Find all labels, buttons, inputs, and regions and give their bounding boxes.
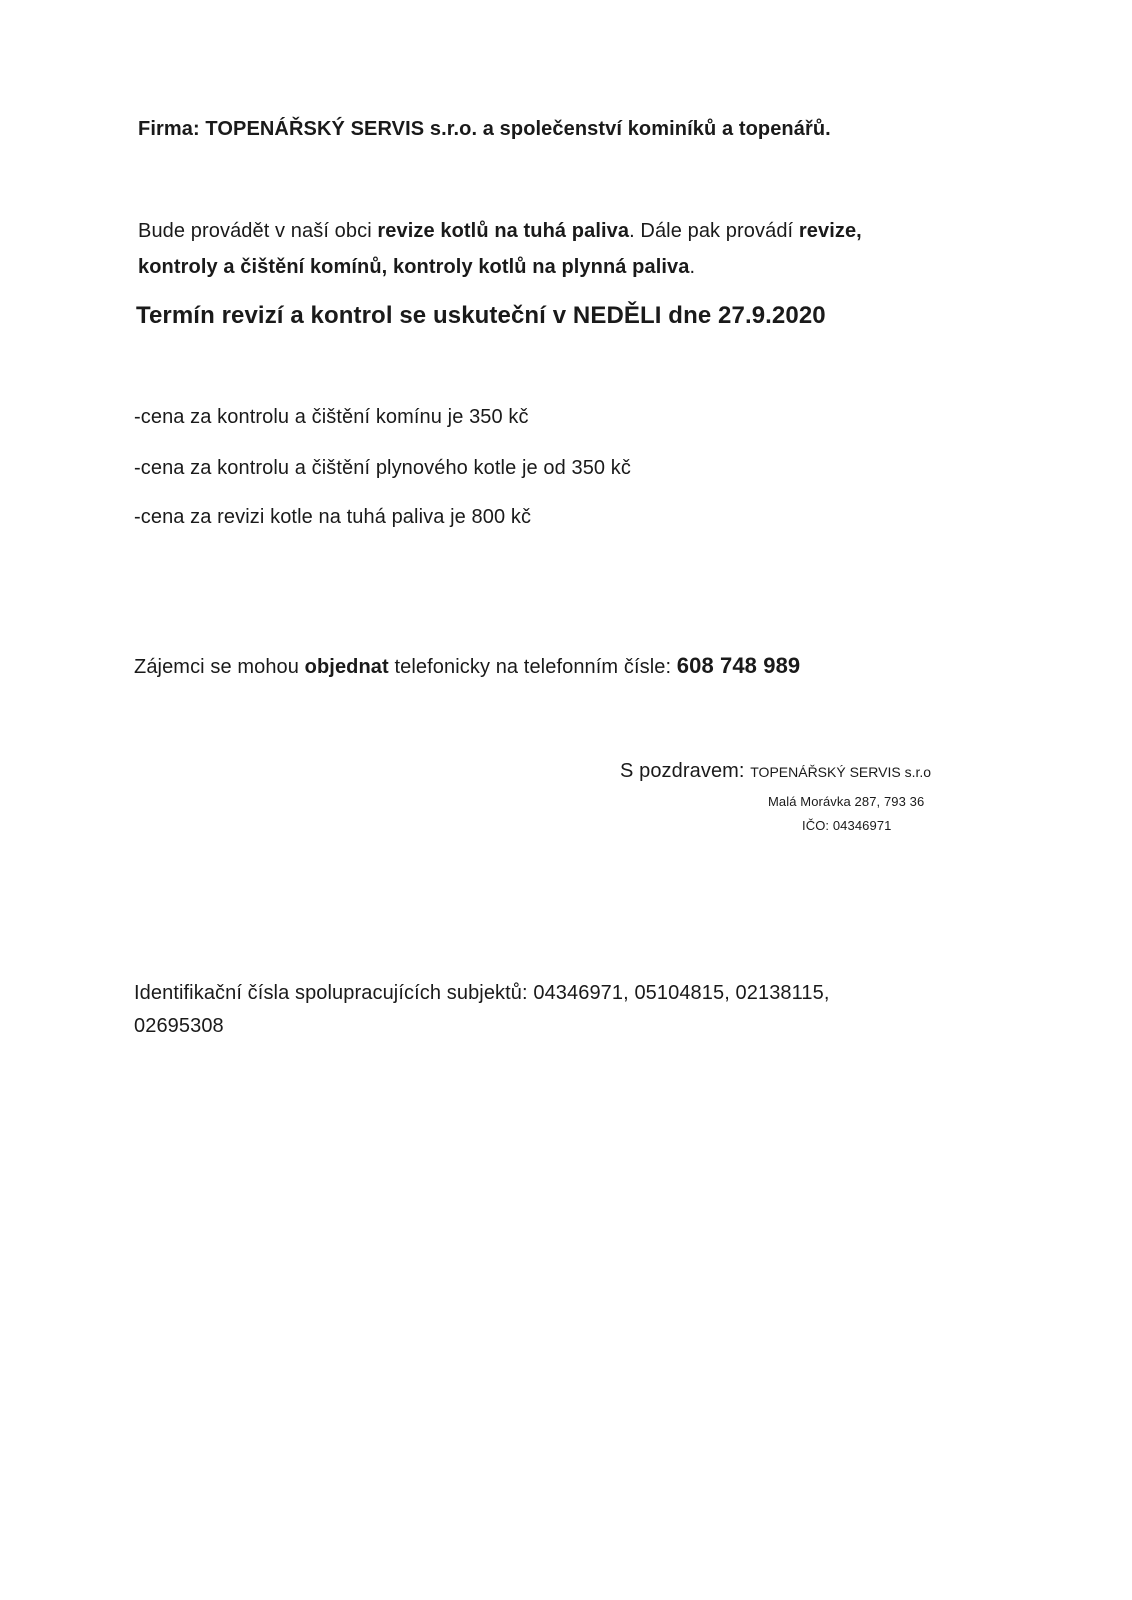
intro-paragraph-line-2 [138, 256, 695, 279]
intro-text: . [689, 256, 696, 278]
signature-greeting [620, 760, 931, 783]
partner-ids-line-1: Identifikační čísla spolupracujících subjektů: 04346971, 05104815, 02138115, [134, 982, 830, 1004]
intro-paragraph-line-1 [138, 220, 862, 243]
order-instructions [134, 653, 800, 679]
order-text: telefonicky na telefonním čísle: [388, 656, 677, 678]
partner-ids-line-2: 02695308 [134, 1015, 224, 1037]
company-prefix: Firma: [138, 118, 206, 140]
signature-company: TOPENÁŘSKÝ SERVIS s.r.o [750, 764, 932, 780]
appointment-date: Termín revizí a kontrol se uskuteční v NEDĚLI dne 27.9.2020 [136, 302, 826, 329]
signature-ico: IČO: 04346971 [802, 818, 892, 833]
signature-address: Malá Morávka 287, 793 36 [768, 794, 925, 809]
price-item: -cena za kontrolu a čištění plynového kotle je od 350 kč [134, 457, 632, 479]
phone-number: 608 748 989 [676, 653, 801, 678]
price-item: -cena za kontrolu a čištění komínu je 350 kč [134, 406, 529, 428]
intro-text: Bude provádět v naší obci [138, 220, 378, 242]
intro-bold-text: kontroly a čištění komínů, kontroly kotlů na plynná paliva [138, 256, 690, 278]
order-text: Zájemci se mohou [134, 656, 305, 678]
price-item: -cena za revizi kotle na tuhá paliva je 800 kč [134, 506, 532, 528]
greeting-text: S pozdravem: [620, 760, 751, 782]
intro-bold-text: revize, [798, 220, 862, 242]
intro-text: . Dále pak provádí [629, 220, 799, 242]
intro-bold-text: revize kotlů na tuhá paliva [377, 220, 630, 242]
order-bold-text: objednat [304, 656, 389, 678]
company-name: TOPENÁŘSKÝ SERVIS s.r.o. a společenství kominíků a topenářů. [205, 118, 831, 140]
company-heading [138, 118, 831, 141]
